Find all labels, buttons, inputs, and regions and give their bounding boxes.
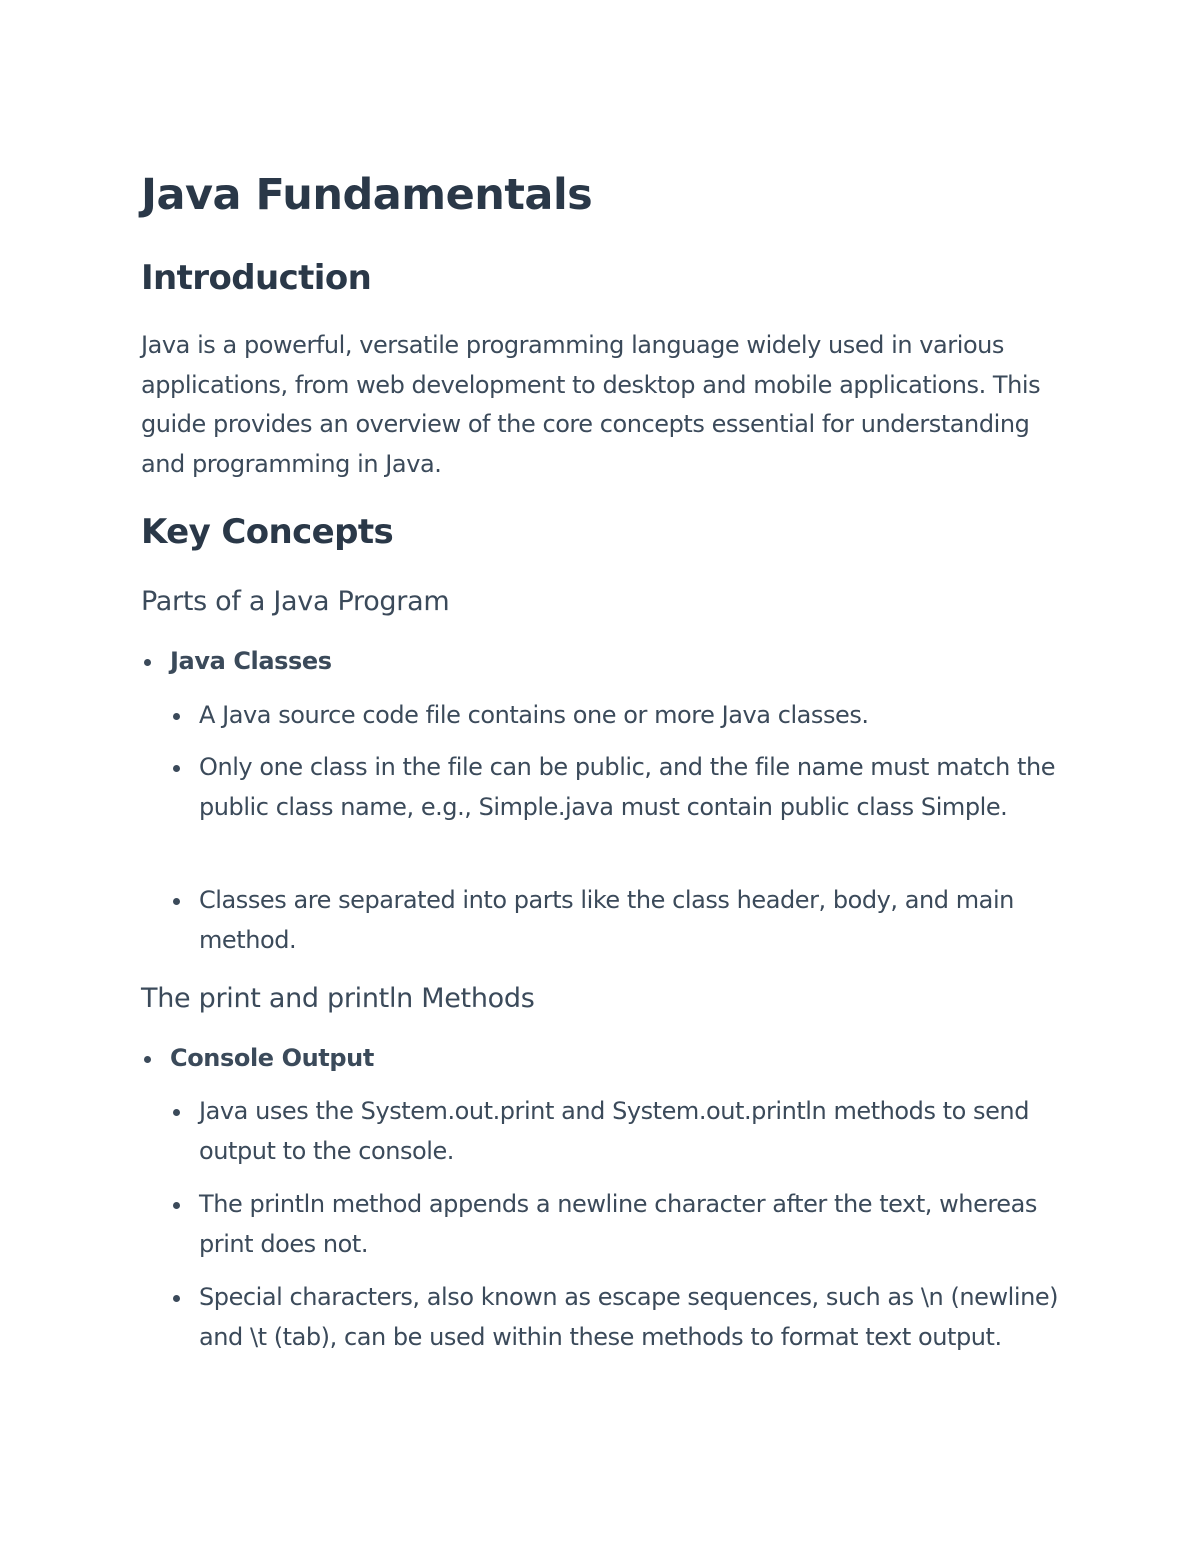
list-item — [170, 1185, 1060, 1264]
list-item — [170, 696, 1060, 736]
bullet-dot-icon — [144, 659, 151, 666]
list-item — [170, 881, 1060, 960]
bullet-console-output — [141, 1039, 1061, 1079]
list-item-text: Classes are separated into parts like the class header, body, and main method. — [199, 886, 1014, 954]
bullet-dot-icon — [173, 1109, 180, 1116]
section-heading-parts-of-java-program: Parts of a Java Program — [141, 586, 450, 617]
bullet-java-classes — [141, 642, 1061, 682]
section-heading-print-println: The print and println Methods — [141, 983, 535, 1014]
bullet-dot-icon — [173, 765, 180, 772]
introduction-paragraph: Java is a powerful, versatile programming language widely used in various applications, from web development to desktop and mobile applications. This guide provides an overview of the core concepts essential for understanding and programming in Java. — [141, 331, 1041, 478]
bullet-dot-icon — [173, 898, 180, 905]
bullet-dot-icon — [173, 1295, 180, 1302]
introduction-heading: Introduction — [141, 258, 372, 298]
list-item-text: The println method appends a newline character after the text, whereas print does not. — [199, 1190, 1037, 1258]
list-item — [170, 748, 1060, 827]
bullet-dot-icon — [173, 1202, 180, 1209]
key-concepts-heading: Key Concepts — [141, 512, 394, 552]
list-item-text: Java uses the System.out.print and System.out.println methods to send output to the console. — [199, 1097, 1029, 1165]
bullet-dot-icon — [173, 713, 180, 720]
list-item-text: Special characters, also known as escape sequences, such as \n (newline) and \t (tab), can be used within these methods to format text output. — [199, 1283, 1059, 1351]
list-item — [170, 1278, 1060, 1357]
list-item — [170, 1092, 1060, 1171]
list-item-text: A Java source code file contains one or more Java classes. — [199, 701, 869, 729]
bullet-label: Java Classes — [170, 647, 332, 675]
page-title: Java Fundamentals — [141, 170, 593, 220]
bullet-dot-icon — [144, 1056, 151, 1063]
bullet-label: Console Output — [170, 1044, 374, 1072]
list-item-text: Only one class in the file can be public, and the file name must match the public class name, e.g., Simple.java must contain public class Simple. — [199, 753, 1056, 821]
